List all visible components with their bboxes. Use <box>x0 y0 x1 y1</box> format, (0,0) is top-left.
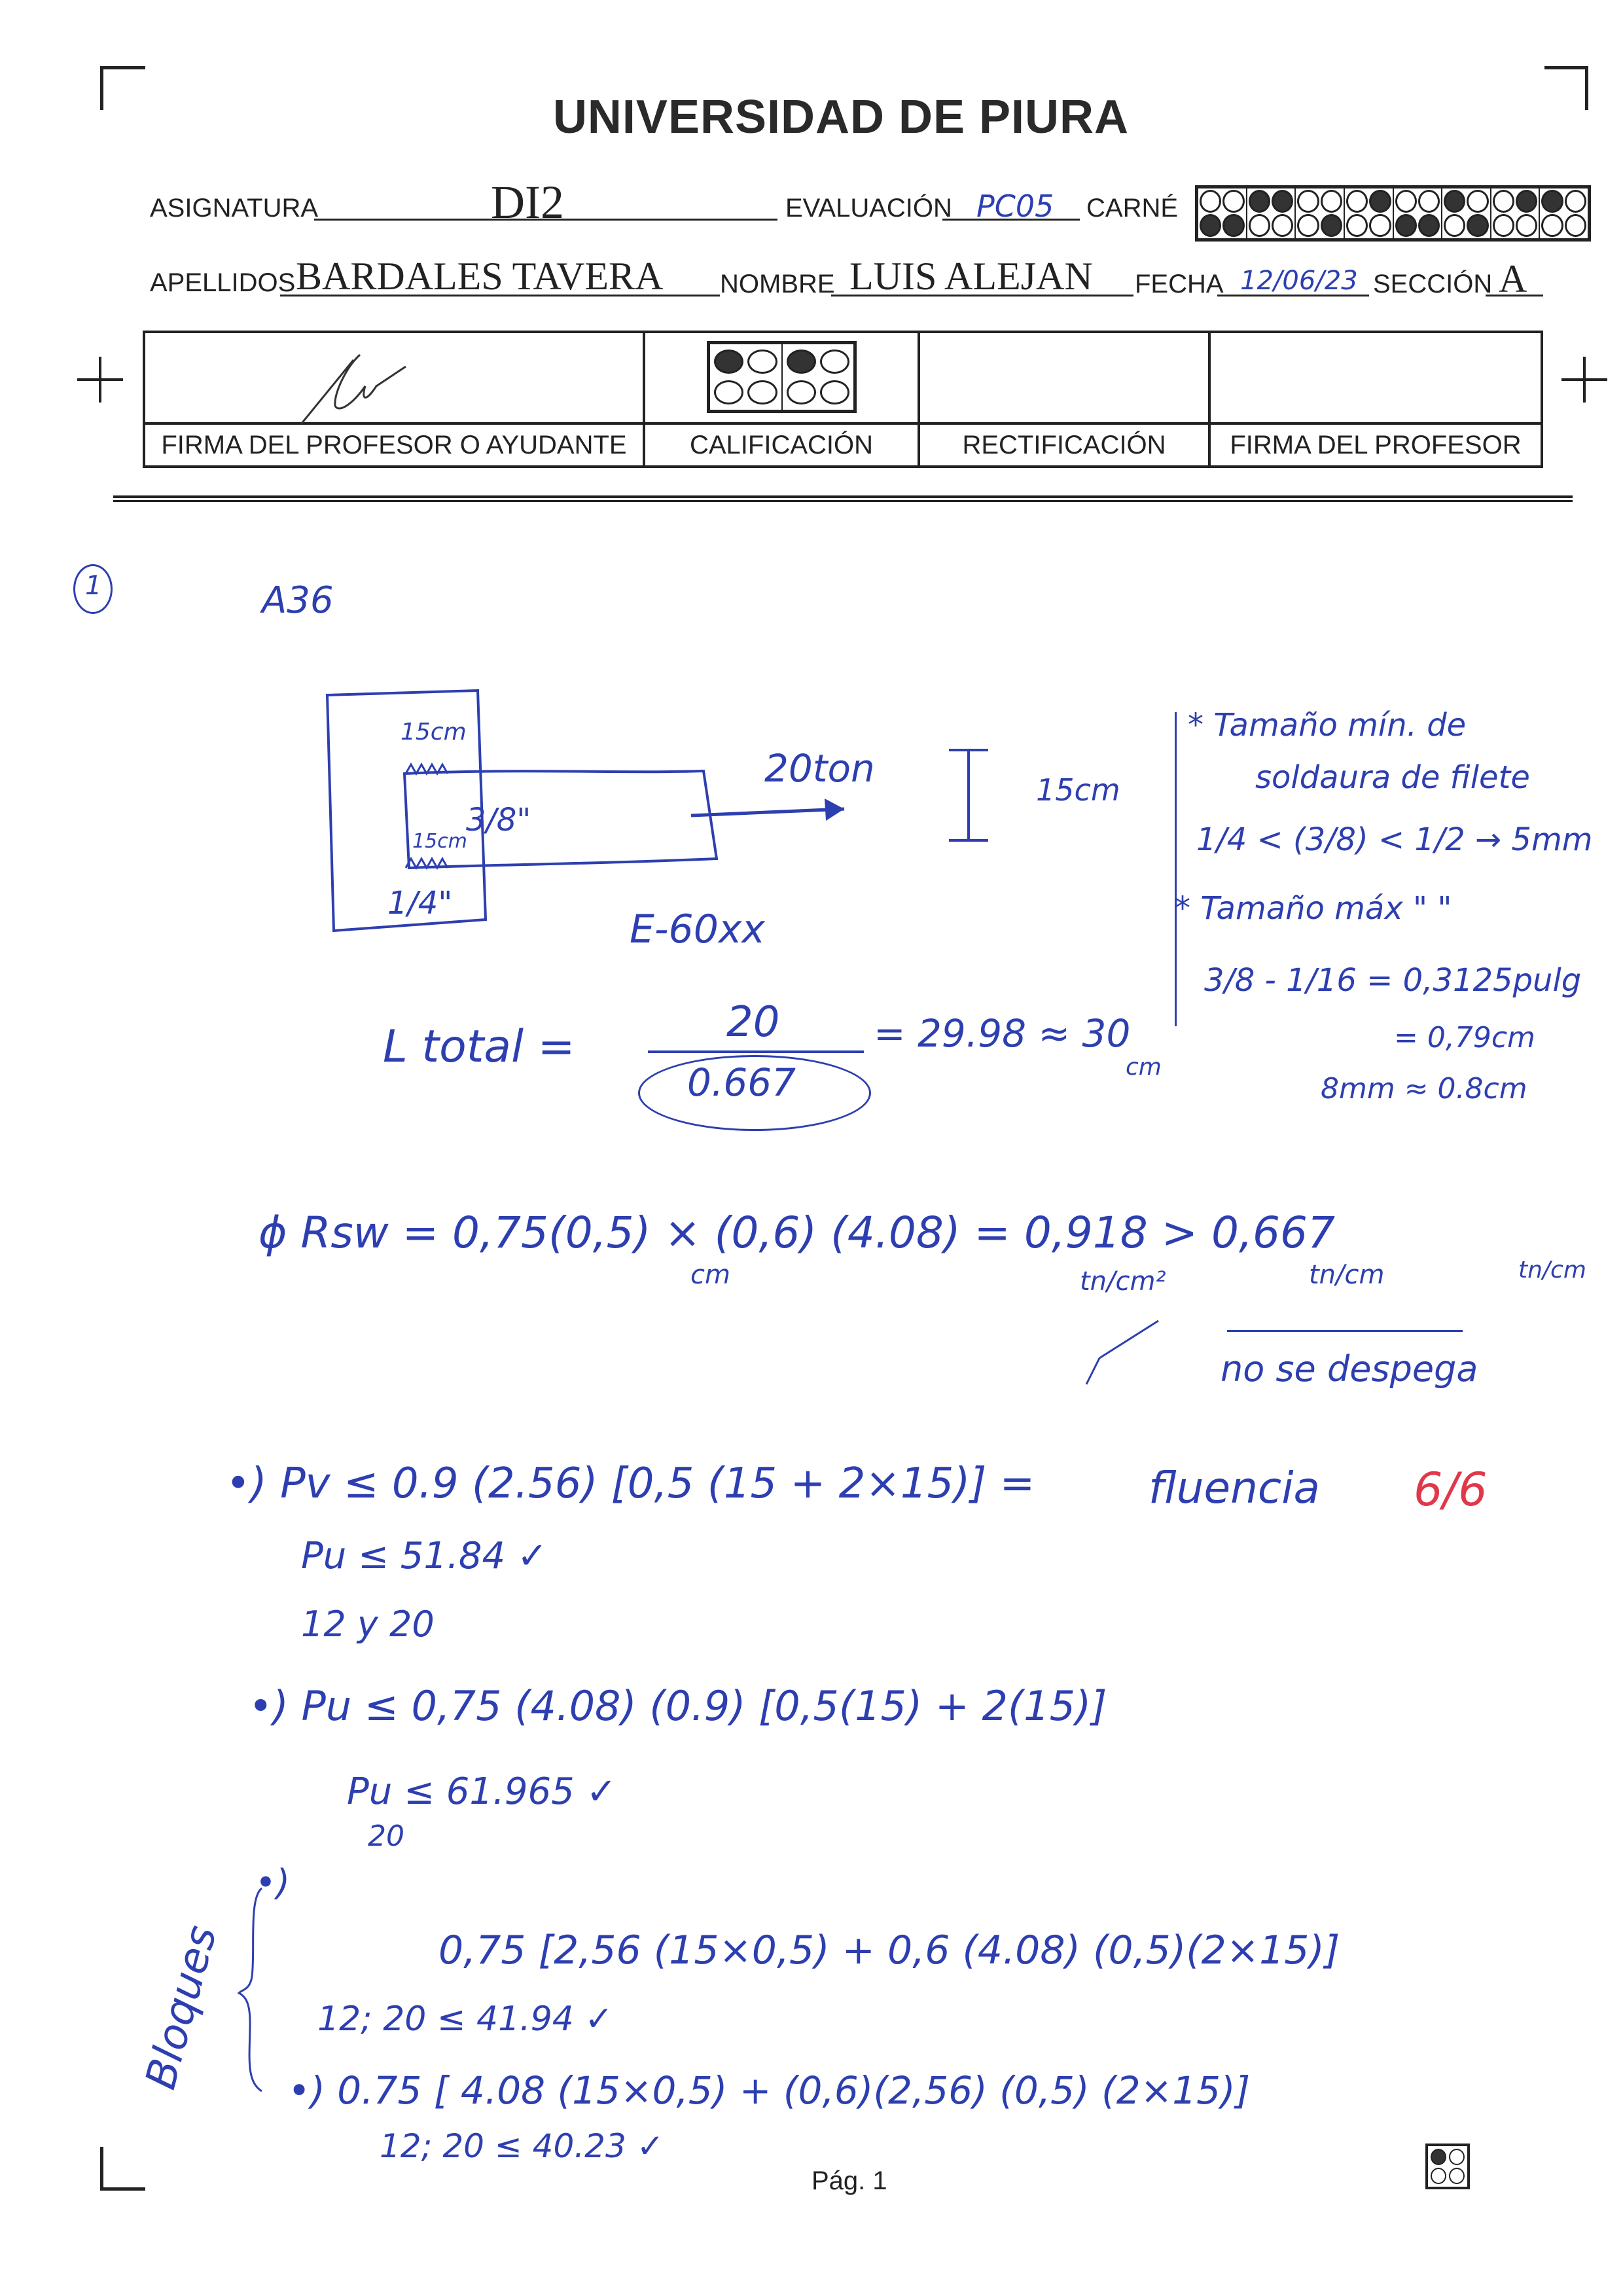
university-title: UNIVERSIDAD DE PIURA <box>552 91 1130 143</box>
attached-plate <box>404 771 717 868</box>
weld-length-bottom: 15cm <box>412 830 467 853</box>
carne-digit-column[interactable] <box>1198 188 1247 238</box>
column-header-calificacion: CALIFICACIÓN <box>644 423 919 467</box>
bubble[interactable] <box>820 350 849 374</box>
bubble[interactable] <box>1493 214 1514 237</box>
evaluacion-value[interactable]: PC05 <box>976 188 1054 224</box>
bubble[interactable] <box>1200 214 1221 237</box>
bubble[interactable] <box>787 350 816 374</box>
bubble[interactable] <box>1369 190 1391 213</box>
electrode-type: E-60xx <box>630 906 765 952</box>
professor-signature <box>288 340 458 425</box>
bubble[interactable] <box>1272 214 1293 237</box>
bubble[interactable] <box>1249 214 1270 237</box>
carne-digit-column[interactable] <box>1247 188 1296 238</box>
note-line: * Tamaño máx " " <box>1175 890 1452 927</box>
bubble[interactable] <box>747 380 777 404</box>
header-divider <box>113 495 1573 502</box>
final-signature-cell[interactable] <box>1209 332 1542 423</box>
material-grade: A36 <box>262 579 334 622</box>
load-label: 20ton <box>764 746 875 791</box>
crosshair-left-icon <box>77 357 123 403</box>
note-line: * Tamaño mín. de <box>1188 707 1467 744</box>
bubble[interactable] <box>820 380 849 404</box>
calificacion-bubble-grid[interactable] <box>707 341 857 413</box>
bloques-result-2: 12; 20 ≤ 40.23 ✓ <box>380 2127 664 2165</box>
bubble[interactable] <box>1431 2149 1446 2165</box>
bubble[interactable] <box>1200 190 1221 213</box>
bubble[interactable] <box>1467 214 1488 237</box>
fluencia-note: 12 y 20 <box>301 1604 435 1645</box>
page-number: Pág. 1 <box>812 2166 887 2195</box>
bubble[interactable] <box>1449 2149 1465 2165</box>
bubble[interactable] <box>1321 214 1342 237</box>
l-total-result: = 29.98 ≈ 30 <box>874 1011 1131 1056</box>
bubble[interactable] <box>1541 190 1563 213</box>
carne-digit-column[interactable] <box>1345 188 1394 238</box>
rsw-expression: ϕ Rsw = 0,75(0,5) × (0,6) (4.08) = 0,918 > 0,667 <box>259 1208 1335 1258</box>
notes-divider <box>1175 712 1177 1026</box>
carne-digit-column[interactable] <box>1442 188 1491 238</box>
bubble[interactable] <box>1565 214 1586 237</box>
column-header-rectificacion: RECTIFICACIÓN <box>919 423 1209 467</box>
fluencia-expression: •) Pv ≤ 0.9 (2.56) [0,5 (15 + 2×15)] = <box>226 1460 1035 1508</box>
note-line: 1/4 < (3/8) < 1/2 → 5mm <box>1196 821 1593 858</box>
l-total-numerator: 20 <box>726 998 780 1047</box>
i-beam-icon <box>942 746 995 844</box>
bubble[interactable] <box>1249 190 1270 213</box>
load-arrowhead <box>825 798 844 821</box>
bubble[interactable] <box>714 350 743 374</box>
bubble[interactable] <box>1297 190 1319 213</box>
corner-mark-bottom-left <box>100 2147 145 2191</box>
bubble[interactable] <box>1222 214 1244 237</box>
bubble[interactable] <box>1516 214 1537 237</box>
seccion-label: SECCIÓN <box>1373 270 1493 298</box>
l-total-label: L total = <box>383 1021 575 1073</box>
bubble[interactable] <box>1395 214 1417 237</box>
rsw-unit-cm: cm <box>690 1260 730 1290</box>
fluencia-result: Pu ≤ 51.84 ✓ <box>301 1535 548 1577</box>
note-line: = 0,79cm <box>1394 1021 1535 1054</box>
carne-digit-column[interactable] <box>1296 188 1345 238</box>
rotura-expression: •) Pu ≤ 0,75 (4.08) (0.9) [0,5(15) + 2(15)] <box>249 1682 1107 1730</box>
rsw-conclusion: no se despega <box>1221 1348 1478 1390</box>
bubble[interactable] <box>747 350 777 374</box>
bubble[interactable] <box>1418 214 1440 237</box>
rsw-unit-tn-cm-b: tn/cm <box>1518 1257 1586 1283</box>
bubble[interactable] <box>1321 190 1342 213</box>
asignatura-label: ASIGNATURA <box>150 194 319 223</box>
bubble[interactable] <box>1369 214 1391 237</box>
bubble[interactable] <box>1418 190 1440 213</box>
rectificacion-cell[interactable] <box>919 332 1209 423</box>
column-header-firma-ayudante: FIRMA DEL PROFESOR O AYUDANTE <box>144 423 644 467</box>
evaluacion-label: EVALUACIÓN <box>785 194 952 223</box>
bubble[interactable] <box>1444 214 1465 237</box>
rsw-unit-tn-cm-a: tn/cm <box>1309 1260 1385 1290</box>
bloques-expression-1: 0,75 [2,56 (15×0,5) + 0,6 (4.08) (0,5)(2×15)] <box>438 1928 1340 1973</box>
seccion-value[interactable]: A <box>1499 257 1527 300</box>
bubble[interactable] <box>714 380 743 404</box>
score-mark: 6/6 <box>1414 1463 1488 1516</box>
l-total-denominator: 0.667 <box>687 1060 796 1105</box>
bubble[interactable] <box>1467 190 1488 213</box>
beam-width: 15cm <box>1036 772 1120 808</box>
l-total-unit: cm <box>1126 1054 1162 1081</box>
conclusion-underline <box>1227 1330 1463 1332</box>
apellidos-label: APELLIDOS <box>150 268 296 297</box>
bloques-bullet: •) <box>255 1862 290 1903</box>
column-header-firma-profesor: FIRMA DEL PROFESOR <box>1209 423 1542 467</box>
bloques-label: Bloques <box>136 1920 227 2094</box>
carne-digit-column[interactable] <box>1394 188 1443 238</box>
bubble[interactable] <box>1565 190 1586 213</box>
bubble[interactable] <box>1449 2168 1465 2184</box>
bubble[interactable] <box>1346 190 1368 213</box>
nombre-value[interactable]: LUIS ALEJAN <box>849 255 1093 298</box>
rotura-result: Pu ≤ 61.965 ✓ <box>347 1770 617 1813</box>
crosshair-right-icon <box>1561 357 1607 403</box>
plate-thickness: 3/8" <box>466 802 531 838</box>
check-mark-icon <box>1080 1316 1165 1388</box>
note-line: 3/8 - 1/16 = 0,3125pulg <box>1204 962 1582 999</box>
bloques-expression-2: •) 0.75 [ 4.08 (15×0,5) + (0,6)(2,56) (0,5) (2×15)] <box>288 2068 1251 2113</box>
grade-digit-column[interactable] <box>710 344 783 410</box>
carne-label: CARNÉ <box>1086 194 1179 223</box>
bloques-brace <box>236 1885 275 2094</box>
load-arrow <box>691 809 844 816</box>
asignatura-value[interactable]: DI2 <box>491 176 564 228</box>
carne-bubble-grid[interactable] <box>1195 185 1591 242</box>
bubble[interactable] <box>1431 2168 1446 2184</box>
bubble[interactable] <box>1272 190 1293 213</box>
bubble[interactable] <box>1516 190 1537 213</box>
grade-digit-column[interactable] <box>783 344 854 410</box>
fecha-value[interactable]: 12/06/23 <box>1240 266 1358 296</box>
question-number: 1 <box>85 571 102 601</box>
bubble[interactable] <box>1444 190 1465 213</box>
apellidos-value[interactable]: BARDALES TAVERA <box>296 255 664 298</box>
bubble[interactable] <box>1493 190 1514 213</box>
bubble[interactable] <box>1395 190 1417 213</box>
bloques-result-1: 12; 20 ≤ 41.94 ✓ <box>317 2000 613 2039</box>
fluencia-label: fluencia <box>1149 1463 1320 1513</box>
bubble[interactable] <box>1541 214 1563 237</box>
rotura-note: 20 <box>368 1820 404 1853</box>
fraction-bar <box>648 1050 864 1053</box>
bubble[interactable] <box>787 380 816 404</box>
fecha-label: FECHA <box>1135 270 1224 298</box>
page-bubble-grid <box>1425 2144 1470 2189</box>
weld-size: 1/4" <box>387 885 453 922</box>
bubble[interactable] <box>1346 214 1368 237</box>
nombre-label: NOMBRE <box>720 270 835 298</box>
carne-digit-column[interactable] <box>1540 188 1588 238</box>
weld-length-top: 15cm <box>401 719 467 745</box>
note-line: 8mm ≈ 0.8cm <box>1321 1072 1527 1105</box>
note-line: soldaura de filete <box>1255 759 1530 796</box>
bubble[interactable] <box>1297 214 1319 237</box>
bubble[interactable] <box>1222 190 1244 213</box>
carne-digit-column[interactable] <box>1491 188 1541 238</box>
rsw-unit-tn-cm2: tn/cm² <box>1080 1266 1166 1297</box>
